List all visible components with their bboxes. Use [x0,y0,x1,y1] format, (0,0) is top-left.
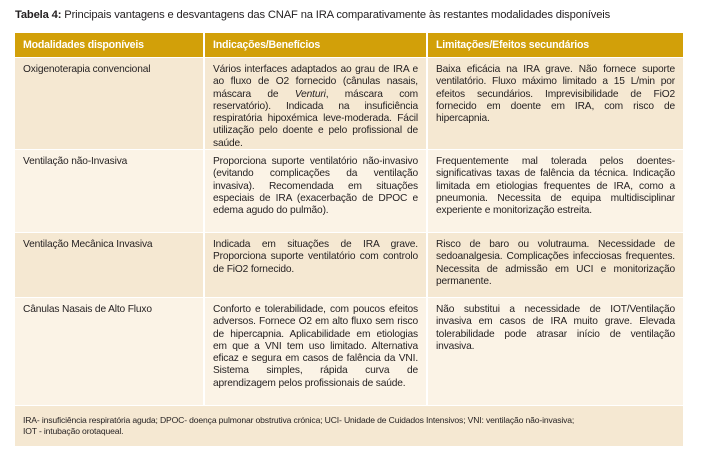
table-caption [15,9,610,21]
table-row [15,58,683,150]
header-limitations: Limitações/Efeitos secundários [436,39,589,51]
caption-label: Tabela 4: [15,9,62,21]
header-modalities: Modalidades disponíveis [15,33,205,57]
limitations-text: Não substitui a necessidade de IOT/Ventilação invasiva em casos de IRA muito grave. Elevada tolerabilidade pode atrasar início de ventilação invasiva. [436,304,675,352]
caption-text: Principais vantagens e desvantagens das CNAF na IRA comparativamente às restantes modalidades disponíveis [61,9,611,21]
footnote-line-2: IOT - intubação orotaqueal. [23,426,124,436]
benefits-cell [205,233,428,297]
benefits-cell [205,298,428,405]
limitations-text: Baixa eficácia na IRA grave. Não fornece suporte ventilatório. Fluxo máximo limitado a 15 L/min por efeitos secundários. Imprevisibilidade de FiO2 fornecido em doente em IRA, com risco de hipercapnia. [436,64,675,125]
benefits-italic-text: Venturi [294,88,326,100]
header-benefits: Indicações/Benefícios [205,33,428,57]
table-row [15,298,683,406]
benefits-cell [205,58,428,149]
table-row [15,150,683,233]
benefits-text: Vários interfaces adaptados ao grau de IRA e ao fluxo de O2 fornecido (cânulas nasais, máscara de [213,64,418,100]
modality-cell: Ventilação Mecânica Invasiva [15,233,205,297]
comparison-table [15,33,683,446]
benefits-text: Indicada em situações de IRA grave. Proporciona suporte ventilatório com controlo de FiO2 fornecido. [213,239,418,275]
limitations-cell [428,58,683,149]
footnote-line-1: IRA- insuficiência respiratória aguda; DPOC- doença pulmonar obstrutiva crónica; UCI- Unidade de Cuidados Intensivos; VNI: ventilação não-invasiva; [23,415,575,425]
table-row [15,233,683,298]
benefits-text: Proporciona suporte ventilatório não-invasivo (evitando complicações da ventilação invasiva). Recomendada em situações especiais de IRA (exacerbação de DPOC e edema agudo do pulmão). [213,156,418,217]
limitations-text: Frequentemente mal tolerada pelos doentes- significativas taxas de falência da técnica. Indicação limitada em etiologias frequentes de IRA, como a pneumonia. Necessita de equipa multidisciplinar experiente e monitorização estreita. [436,156,675,217]
modality-cell: Ventilação não-Invasiva [15,150,205,232]
benefits-text: , máscara com reservatório). Indicada na insuficiência respiratória hipoxémica leve-moderada. Fácil utilização pelo doente e pelo profissional de saúde. [213,88,418,149]
limitations-cell [428,233,683,297]
modality-cell: Oxigenoterapia convencional [15,58,205,149]
benefits-text: Conforto e tolerabilidade, com poucos efeitos adversos. Fornece O2 em alto fluxo sem risco de hipercapnia. Aplicabilidade em etiologias em que a VNI tem uso limitado. Alternativa eficaz e segura em casos de falência da VNI. Sistema simples, rápida curva de aprendizagem pelos profissionais de saúde. [213,304,418,389]
limitations-text: Risco de baro ou volutrauma. Necessidade de sedoanalgesia. Complicações infecciosas frequentes. Necessita de admissão em UCI e monitorização permanente. [436,239,675,287]
benefits-cell [205,150,428,232]
table-footnote [15,406,683,446]
table-header-row [15,33,683,58]
limitations-cell [428,298,683,405]
limitations-cell [428,150,683,232]
modality-cell: Cânulas Nasais de Alto Fluxo [15,298,205,405]
